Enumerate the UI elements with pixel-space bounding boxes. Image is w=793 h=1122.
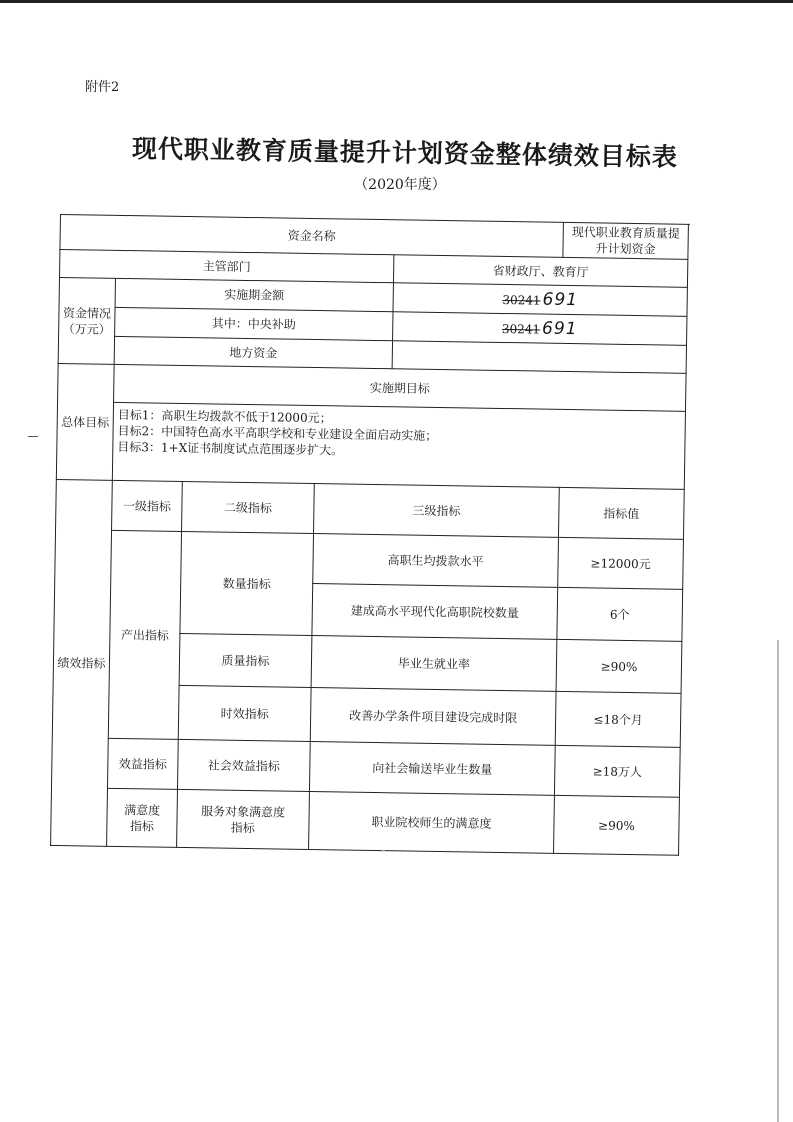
overall-goals xyxy=(112,403,685,490)
central-subsidy-value xyxy=(393,312,687,346)
level3-header: 三级指标 xyxy=(314,484,560,538)
goal-item: 目标1：高职生均拨款不低于12000元； xyxy=(117,408,332,426)
fund-name-label: 资金名称 xyxy=(60,215,564,258)
fund-status-label: 资金情况 （万元） xyxy=(58,278,115,365)
period-amount-value xyxy=(393,283,687,317)
level3-indicator: 建成高水平现代化高职院校数量 xyxy=(312,584,558,640)
printed-amount: 30241 xyxy=(501,321,541,337)
attachment-label: 附件2 xyxy=(85,80,120,95)
indicator-value-header: 指标值 xyxy=(558,488,684,540)
indicator-value: ≥90% xyxy=(554,796,680,856)
printed-amount: 30241 xyxy=(502,292,541,308)
local-funds-label: 地方资金 xyxy=(114,337,392,369)
performance-target-table xyxy=(50,214,689,856)
level1-indicator: 效益指标 xyxy=(107,739,178,790)
level2-indicator: 质量指标 xyxy=(179,634,312,688)
implementation-target-header: 实施期目标 xyxy=(114,365,687,412)
handwritten-amount: 691 xyxy=(542,289,579,311)
level1-indicator: 满意度 指标 xyxy=(107,789,178,848)
indicator-row xyxy=(51,788,680,856)
goal-item: 目标3：1+X证书制度试点范围逐步扩大。 xyxy=(117,439,344,458)
level3-indicator: 向社会输送毕业生数量 xyxy=(309,742,555,796)
scan-edge xyxy=(0,0,793,3)
performance-indicator-label: 绩效指标 xyxy=(51,480,113,847)
fund-name-value: 现代职业教育质量提升计划资金 xyxy=(563,222,689,259)
level3-indicator: 职业院校师生的满意度 xyxy=(309,792,555,854)
indicator-value: ≤18个月 xyxy=(555,692,681,748)
level3-indicator: 改善办学条件项目建设完成时限 xyxy=(310,688,556,746)
level1-header: 一级指标 xyxy=(112,481,183,532)
level2-indicator: 服务对象满意度 指标 xyxy=(177,790,310,850)
central-subsidy-label: 其中：中央补助 xyxy=(115,308,393,341)
document-year: （2020年度） xyxy=(354,177,446,193)
period-amount-label: 实施期金额 xyxy=(115,279,393,312)
level2-indicator: 数量指标 xyxy=(180,532,314,636)
level2-indicator: 时效指标 xyxy=(178,686,311,742)
indicator-value: ≥12000元 xyxy=(558,538,684,590)
department-label: 主管部门 xyxy=(59,250,393,283)
indicator-value: ≥18万人 xyxy=(554,746,680,798)
output-indicator-label: 产出指标 xyxy=(108,531,181,740)
overall-goals-row xyxy=(56,402,685,490)
level2-header: 二级指标 xyxy=(182,482,315,534)
goal-item: 目标2：中国特色高水平高职学校和专业建设全面启动实施； xyxy=(117,423,438,443)
scan-mark xyxy=(28,436,38,437)
indicator-value: 6个 xyxy=(557,588,683,642)
handwritten-amount: 691 xyxy=(541,318,578,340)
scan-edge xyxy=(777,640,779,1122)
indicator-row xyxy=(55,530,684,590)
indicator-value: ≥90% xyxy=(556,640,682,694)
overall-target-label: 总体目标 xyxy=(56,364,114,481)
level3-indicator: 高职生均拨款水平 xyxy=(313,534,559,588)
document-title: 现代职业教育质量提升计划资金整体绩效目标表 xyxy=(131,134,679,172)
level3-indicator: 毕业生就业率 xyxy=(311,636,557,692)
level2-indicator: 社会效益指标 xyxy=(177,740,310,792)
department-value: 省财政厅、教育厅 xyxy=(393,255,687,288)
